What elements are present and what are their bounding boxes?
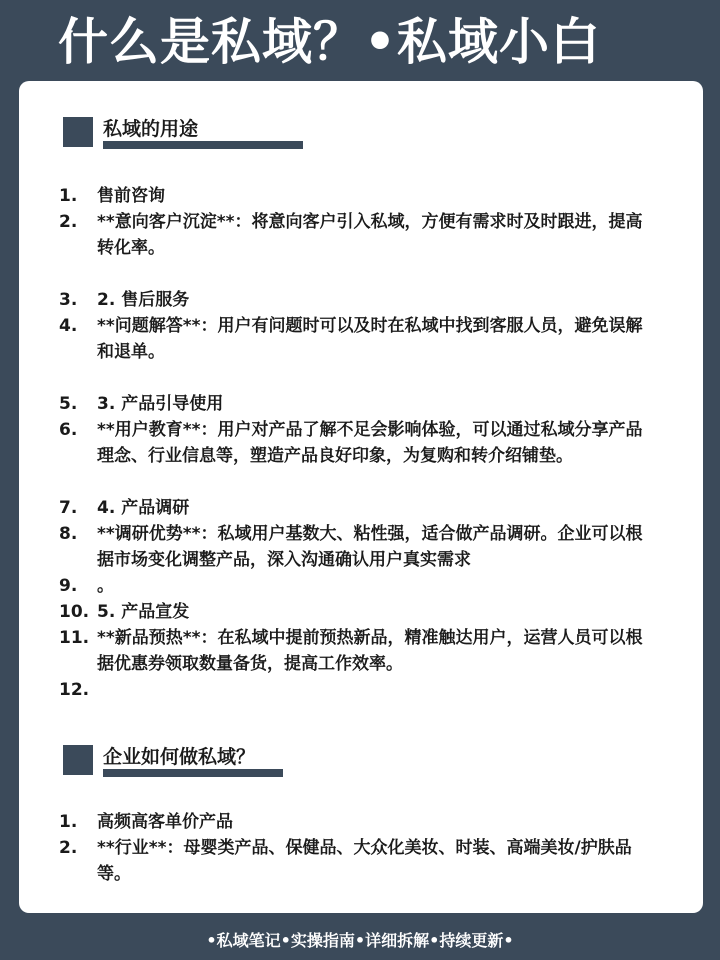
list-item-text: 高频高客单价产品 [97,812,233,832]
page-title: 什么是私域？•私域小白 [58,13,601,71]
list-item-number: 2. [59,838,78,858]
list-item-text: 3. 产品引导使用 [97,394,224,414]
list-item-text: **调研优势**：私域用户基数大、粘性强，适合做产品调研。企业可以根据市场变化调整产品，深入沟通确认用户真实需求 [97,524,643,570]
content-card [19,81,703,913]
list-item [59,495,659,521]
list-item [59,417,659,469]
list-item-number: 6. [59,420,78,440]
list-item [59,209,659,261]
section-title: 企业如何做私域？ [103,746,256,768]
list-item [59,625,659,677]
list-item-number: 5. [59,394,78,414]
list-item [59,521,659,573]
list-item-number: 1. [59,812,78,832]
how-to-list [59,809,659,887]
list-item [59,573,659,599]
list-item-number: 4. [59,316,78,336]
list-item-text: **用户教育**：用户对产品了解不足会影响体验，可以通过私域分享产品理念、行业信息等，塑造产品良好印象，为复购和转介绍铺垫。 [97,420,643,466]
list-item-number: 11. [59,628,90,648]
list-item-text: 售前咨询 [97,186,165,206]
list-item-number: 8. [59,524,78,544]
list-item [59,599,659,625]
list-item-text: **新品预热**：在私域中提前预热新品，精准触达用户，运营人员可以根据优惠券领取数量备货，提高工作效率。 [97,628,643,674]
list-item-number: 2. [59,212,78,232]
list-item-text: 4. 产品调研 [97,498,190,518]
list-item-number: 7. [59,498,78,518]
section-title: 私域的用途 [103,118,199,140]
list-item-number: 1. [59,186,78,206]
list-item-text: 2. 售后服务 [97,290,190,310]
list-item [59,183,659,209]
list-item-number: 3. [59,290,78,310]
list-item [59,835,659,887]
section-marker-square [63,745,93,775]
list-item-text: 。 [97,576,114,596]
list-item-text: **行业**：母婴类产品、保健品、大众化美妆、时装、高端美妆/护肤品等。 [97,838,632,884]
list-item [59,809,659,835]
list-item-text: **意向客户沉淀**：将意向客户引入私域，方便有需求时及时跟进，提高转化率。 [97,212,643,258]
list-item [59,391,659,417]
usage-list [59,183,659,700]
list-item [59,313,659,365]
list-item-text: 5. 产品宣发 [97,602,190,622]
list-item-number: 12. [59,680,90,700]
footer-tagline: •私域笔记•实操指南•详细拆解•持续更新• [206,931,514,950]
list-item-number: 9. [59,576,78,596]
list-item [59,287,659,313]
list-item-number: 10. [59,602,90,622]
section-marker-square [63,117,93,147]
list-item-text: **问题解答**：用户有问题时可以及时在私域中找到客服人员，避免误解和退单。 [97,316,643,362]
